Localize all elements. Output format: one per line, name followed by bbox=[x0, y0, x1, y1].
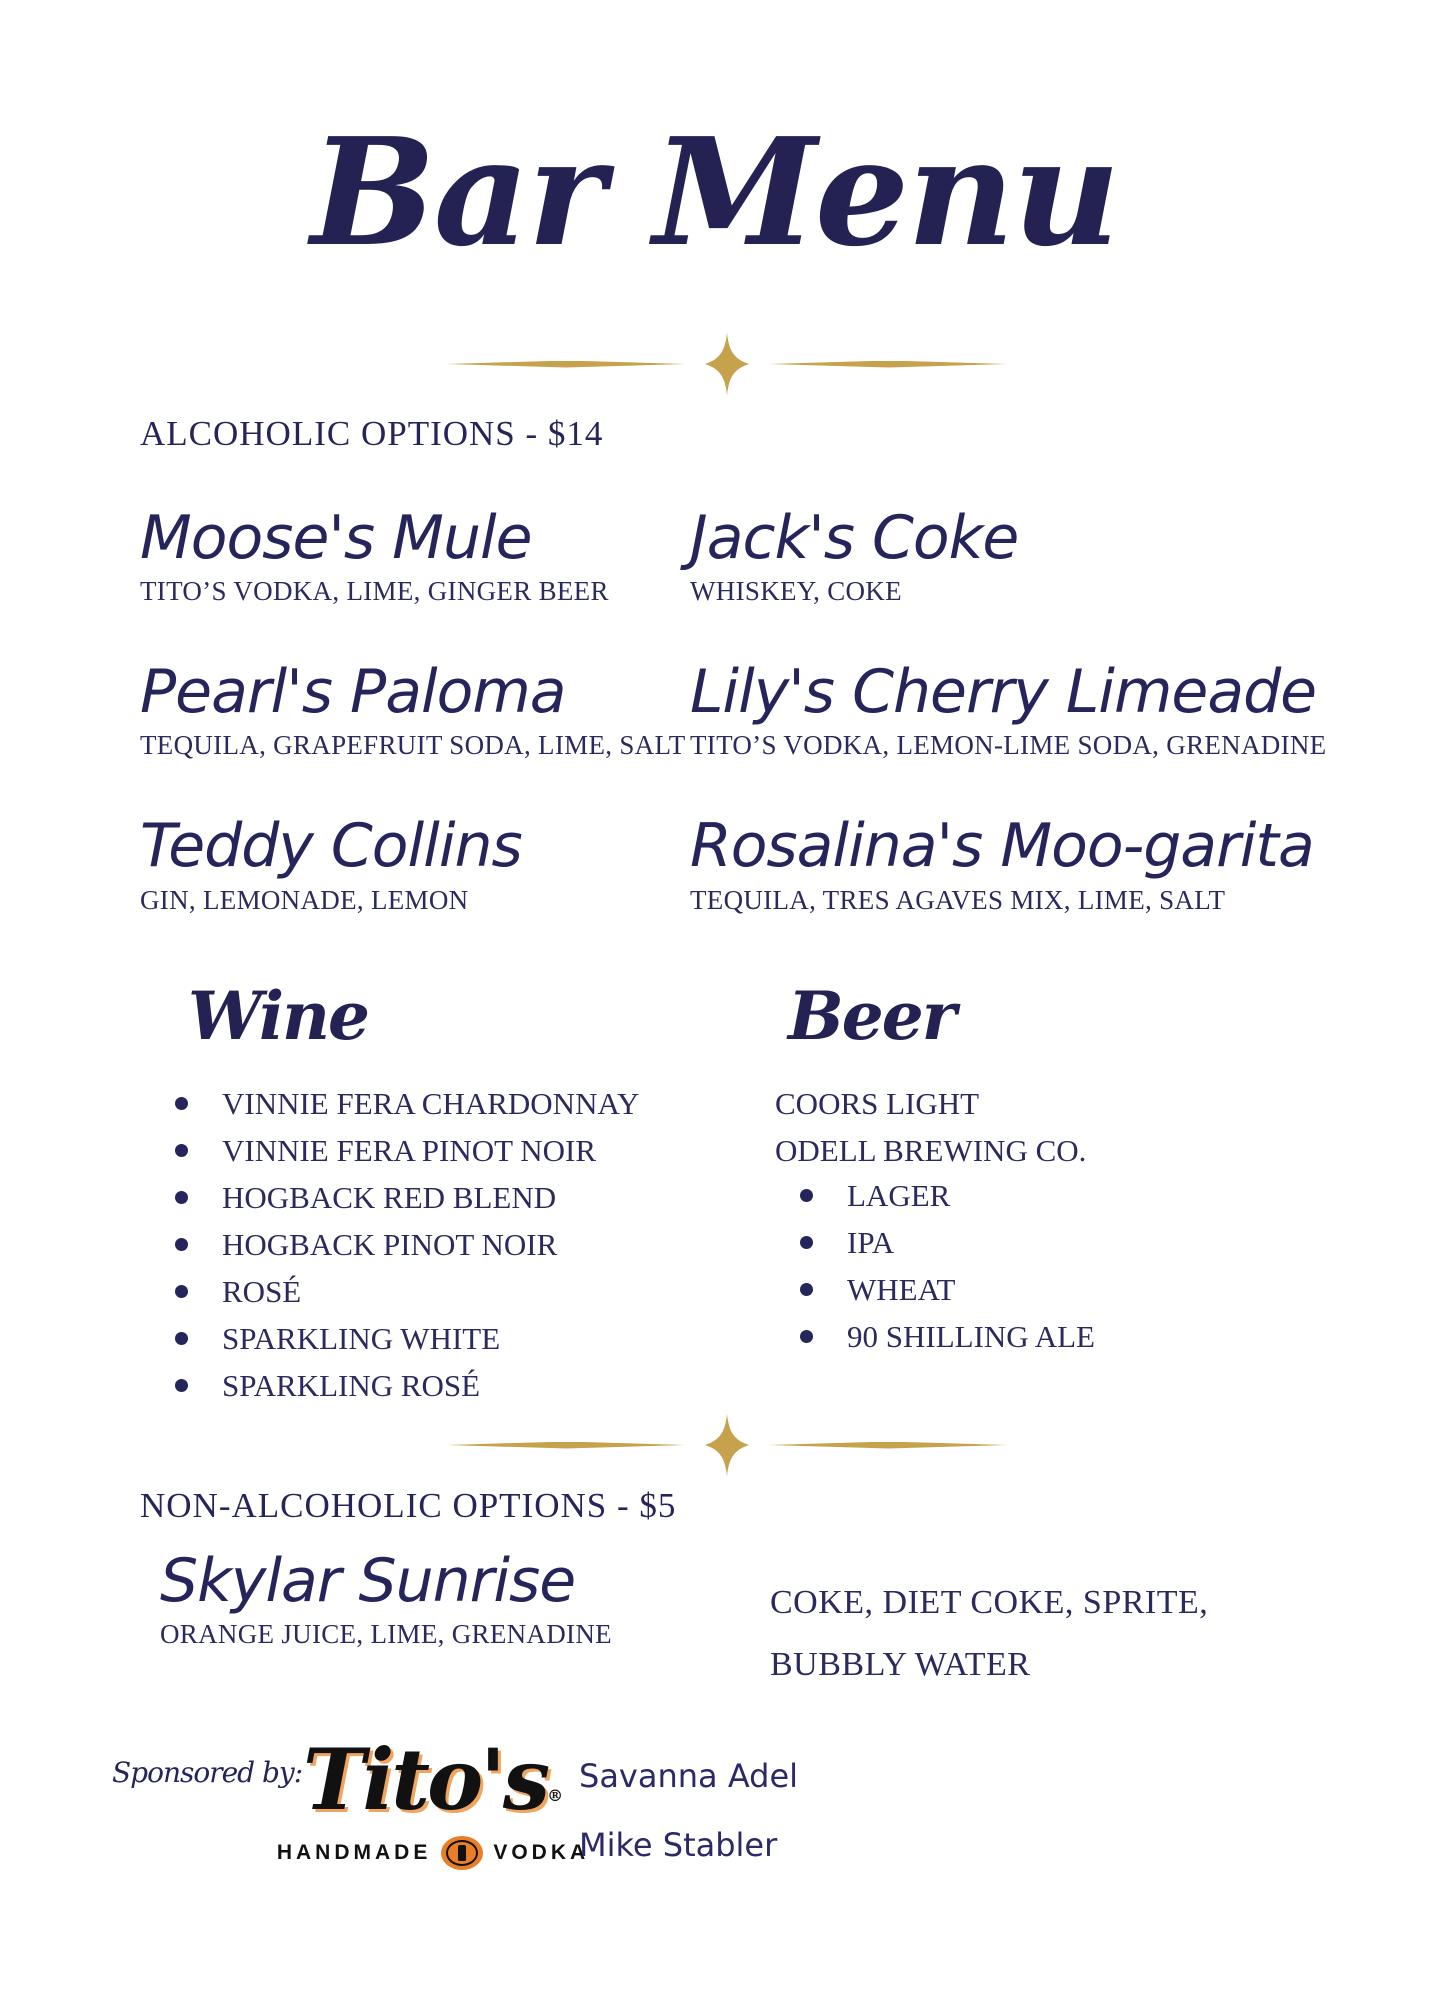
divider-line-right bbox=[769, 1442, 1007, 1449]
drink-name: Teddy Collins bbox=[140, 811, 522, 882]
drink-rosalinas-moo-garita bbox=[690, 813, 1350, 915]
divider-sparkle-icon bbox=[705, 1414, 749, 1476]
drink-ingredients: GIN, LEMONADE, LEMON bbox=[140, 884, 469, 915]
drink-name: Rosalina's Moo-garita bbox=[690, 811, 1314, 882]
drink-skylar-sunrise bbox=[160, 1548, 612, 1650]
drink-pearls-paloma bbox=[140, 659, 690, 761]
beer-brand: ODELL BREWING CO. bbox=[775, 1133, 1087, 1168]
registered-mark: ® bbox=[547, 1786, 564, 1805]
drink-name: Jack's Coke bbox=[690, 503, 1019, 573]
divider-sparkle-icon bbox=[705, 333, 749, 395]
wine-item: VINNIE FERA CHARDONNAY bbox=[165, 1080, 639, 1127]
titos-tagline-handmade: HANDMADE bbox=[276, 1841, 432, 1864]
wine-item: VINNIE FERA PINOT NOIR bbox=[165, 1127, 639, 1174]
titos-tagline-vodka: VODKA bbox=[493, 1841, 590, 1864]
wine-item: HOGBACK RED BLEND bbox=[165, 1174, 639, 1221]
beer-item: 90 SHILLING ALE bbox=[790, 1313, 1095, 1360]
drink-ingredients: WHISKEY, COKE bbox=[690, 576, 902, 607]
soda-options-line2: BUBBLY WATER bbox=[770, 1646, 1031, 1683]
beer-list bbox=[790, 1172, 1095, 1360]
drink-ingredients: TEQUILA, TRES AGAVES MIX, LIME, SALT bbox=[690, 884, 1226, 915]
sponsor-name: Mike Stabler bbox=[579, 1826, 778, 1864]
wine-item: ROSÉ bbox=[165, 1268, 639, 1315]
sponsor-name: Savanna Adel bbox=[579, 1757, 799, 1795]
wine-item: HOGBACK PINOT NOIR bbox=[165, 1221, 639, 1268]
alcoholic-heading: ALCOHOLIC OPTIONS - $14 bbox=[140, 414, 604, 453]
drink-ingredients: TITO’S VODKA, LIME, GINGER BEER bbox=[140, 576, 609, 607]
divider-line-left bbox=[447, 1442, 685, 1449]
drink-ingredients: ORANGE JUICE, LIME, GRENADINE bbox=[160, 1619, 612, 1650]
soda-options-line1: COKE, DIET COKE, SPRITE, bbox=[770, 1584, 1209, 1621]
sponsor-names bbox=[579, 1757, 798, 1895]
page-title: Bar Menu bbox=[310, 105, 1119, 279]
drink-ingredients: TITO’S VODKA, LEMON-LIME SODA, GRENADINE bbox=[690, 730, 1327, 761]
wine-item: SPARKLING ROSÉ bbox=[165, 1362, 639, 1409]
divider-line-left bbox=[447, 361, 685, 368]
wine-item: SPARKLING WHITE bbox=[165, 1315, 639, 1362]
pot-still-badge-icon bbox=[441, 1836, 483, 1870]
beer-item: LAGER bbox=[790, 1172, 1095, 1219]
titos-logo bbox=[276, 1730, 590, 1870]
titos-wordmark: Tito's bbox=[302, 1730, 548, 1829]
soda-options bbox=[770, 1572, 1208, 1696]
non-alcoholic-heading: NON-ALCOHOLIC OPTIONS - $5 bbox=[140, 1486, 677, 1525]
beer-item: WHEAT bbox=[790, 1266, 1095, 1313]
drink-lilys-cherry-limeade bbox=[690, 659, 1350, 761]
drink-name: Lily's Cherry Limeade bbox=[690, 657, 1317, 728]
sponsored-by-label: Sponsored by: bbox=[112, 1756, 303, 1789]
drink-name: Pearl's Paloma bbox=[140, 657, 566, 728]
divider-bottom bbox=[447, 1409, 1007, 1481]
drink-name: Moose's Mule bbox=[140, 503, 532, 573]
beer-brand: COORS LIGHT bbox=[775, 1086, 980, 1121]
titos-brand-text bbox=[288, 1730, 578, 1829]
drink-mooses-mule bbox=[140, 505, 690, 607]
drink-name: Skylar Sunrise bbox=[160, 1546, 576, 1616]
beer-item: IPA bbox=[790, 1219, 1095, 1266]
divider-line-right bbox=[769, 361, 1007, 368]
wine-list bbox=[165, 1080, 639, 1409]
drink-jacks-coke bbox=[690, 505, 1350, 607]
beer-brands bbox=[775, 1080, 1086, 1174]
wine-heading: Wine bbox=[188, 977, 369, 1055]
drink-teddy-collins bbox=[140, 813, 690, 915]
drink-ingredients: TEQUILA, GRAPEFRUIT SODA, LIME, SALT bbox=[140, 730, 686, 761]
titos-tagline bbox=[276, 1836, 590, 1870]
divider-top bbox=[447, 328, 1007, 400]
cocktail-grid bbox=[140, 505, 1350, 916]
beer-heading: Beer bbox=[788, 977, 955, 1055]
